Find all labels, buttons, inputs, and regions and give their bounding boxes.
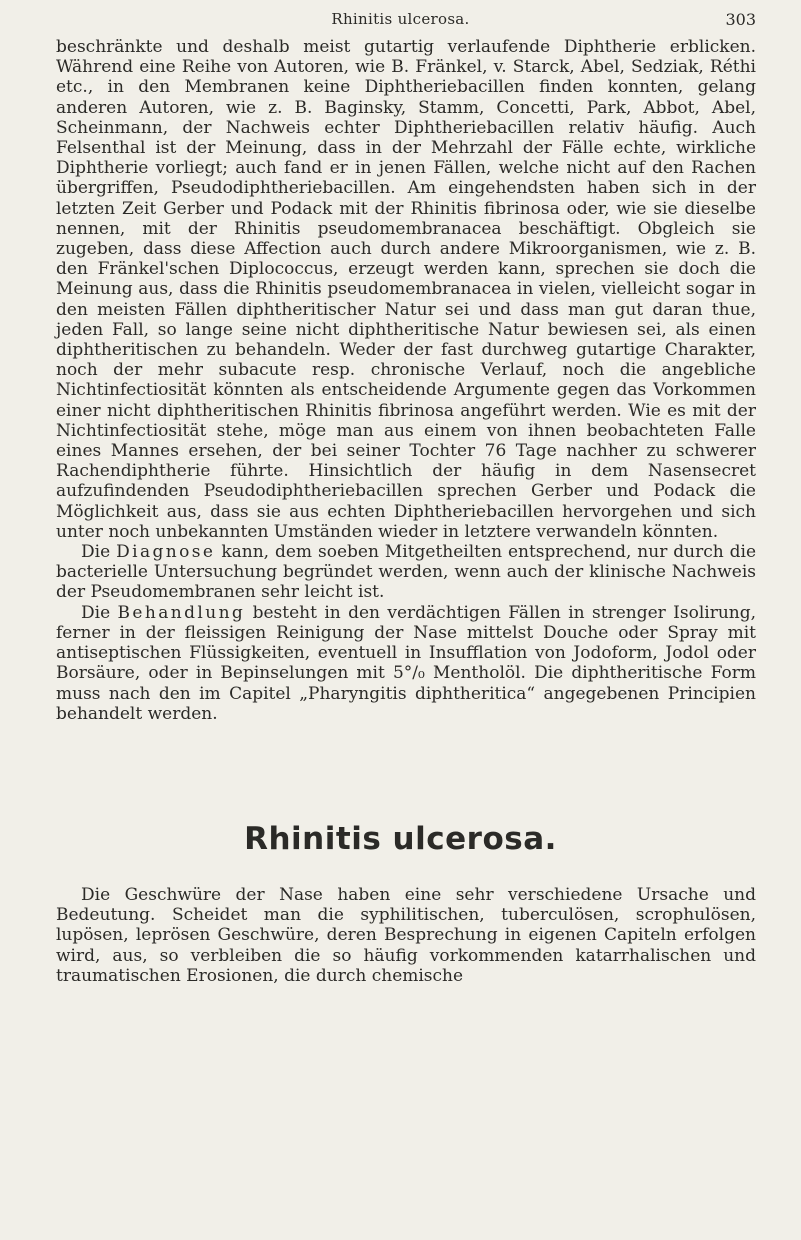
- section-text: [56, 885, 756, 986]
- behandlung-text: besteht in den verdächtigen Fällen in strenger Isolirung, ferner in der fleissigen Reinigung der Nase mittelst Douche oder Spray mit antiseptischen Flüssigkeiten, eventuell in Insufflation von Jodoform, Jodol oder Borsäure, oder in Bepinselungen mit 5°/₀ Mentholöl. Die diphtheritische Form muss nach den im Capitel „Pharyngitis diphtheritica“ angegebenen Principien behandelt werden.: [56, 602, 757, 724]
- page-header: [0, 10, 801, 36]
- page-number: 303: [725, 10, 756, 29]
- main-text: [56, 37, 756, 724]
- paragraph-diagnose: [56, 542, 756, 603]
- diagnose-term: Diagnose: [116, 542, 216, 563]
- behandlung-term: Behandlung: [117, 602, 246, 623]
- running-title: Rhinitis ulcerosa.: [331, 10, 470, 28]
- diagnose-lead: Die: [81, 542, 111, 563]
- section-heading: Rhinitis ulcerosa.: [244, 821, 557, 857]
- paragraph-diphtheria-discussion: beschränkte und deshalb meist gutartig verlaufende Diphtherie erblicken. Während eine Reihe von Autoren, wie B. Fränkel, v. Starck, Abel, Sedziak, Réthi etc., in den Membranen keine Diphtheriebacillen finden konnten, gelang anderen Autoren, wie z. B. Baginsky, Stamm, Concetti, Park, Abbot, Abel, Scheinmann, der Nachweis echter Diphtheriebacillen relativ häufig. Auch Felsenthal ist der Meinung, dass in der Mehrzahl der Fälle echte, wirkliche Diphtherie vorliegt; auch fand er in jenen Fällen, welche nicht auf den Rachen übergriffen, Pseudodiphtheriebacillen. Am eingehendsten haben sich in der letzten Zeit Gerber und Podack mit der Rhinitis fibrinosa oder, wie sie dieselbe nennen, mit der Rhinitis pseudomembranacea beschäftigt. Obgleich sie zugeben, dass diese Affection auch durch andere Mikroorganismen, wie z. B. den Fränkel'schen Diplococcus, erzeugt werden kann, sprechen sie doch die Meinung aus, dass die Rhinitis pseudomembranacea in vielen, vielleicht sogar in den meisten Fällen diphtheritischer Natur sei und dass man gut daran thue, jeden Fall, so lange seine nicht diphtheritische Natur bewiesen sei, als einen diphtheritischen zu behandeln. Weder der fast durchweg gutartige Charakter, noch der mehr subacute resp. chronische Verlauf, noch die angebliche Nichtinfectiosität könnten als entscheidende Argumente gegen das Vorkommen einer nicht diphtheritischen Rhinitis fibrinosa angeführt werden. Wie es mit der Nichtinfectiosität stehe, möge man aus einem von ihnen beobachteten Falle eines Mannes ersehen, der bei seiner Tochter 76 Tage nachher zu schwerer Rachendiphtherie führte. Hinsichtlich der häufig in dem Nasensecret aufzufindenden Pseudodiphtheriebacillen sprechen Gerber und Podack die Möglichkeit aus, dass sie aus echten Diphtheriebacillen hervorgehen und sich unter noch unbekannten Umständen wieder in letztere verwandeln könnten.: [56, 37, 756, 542]
- diagnose-text: kann, dem soeben Mitgetheilten entsprechend, nur durch die bacterielle Untersuchung begründet werden, wenn auch der klinische Nachweis der Pseudomembranen sehr leicht ist.: [56, 542, 757, 603]
- behandlung-lead: Die: [81, 602, 111, 623]
- paragraph-ulcers: Die Geschwüre der Nase haben eine sehr verschiedene Ursache und Bedeutung. Scheidet man die syphilitischen, tuberculösen, scrophulösen, lupösen, leprösen Geschwüre, deren Besprechung in eigenen Capiteln erfolgen wird, aus, so verbleiben die so häufig vorkommenden katarrhalischen und traumatischen Erosionen, die durch chemische: [56, 885, 756, 986]
- paragraph-behandlung: [56, 603, 756, 724]
